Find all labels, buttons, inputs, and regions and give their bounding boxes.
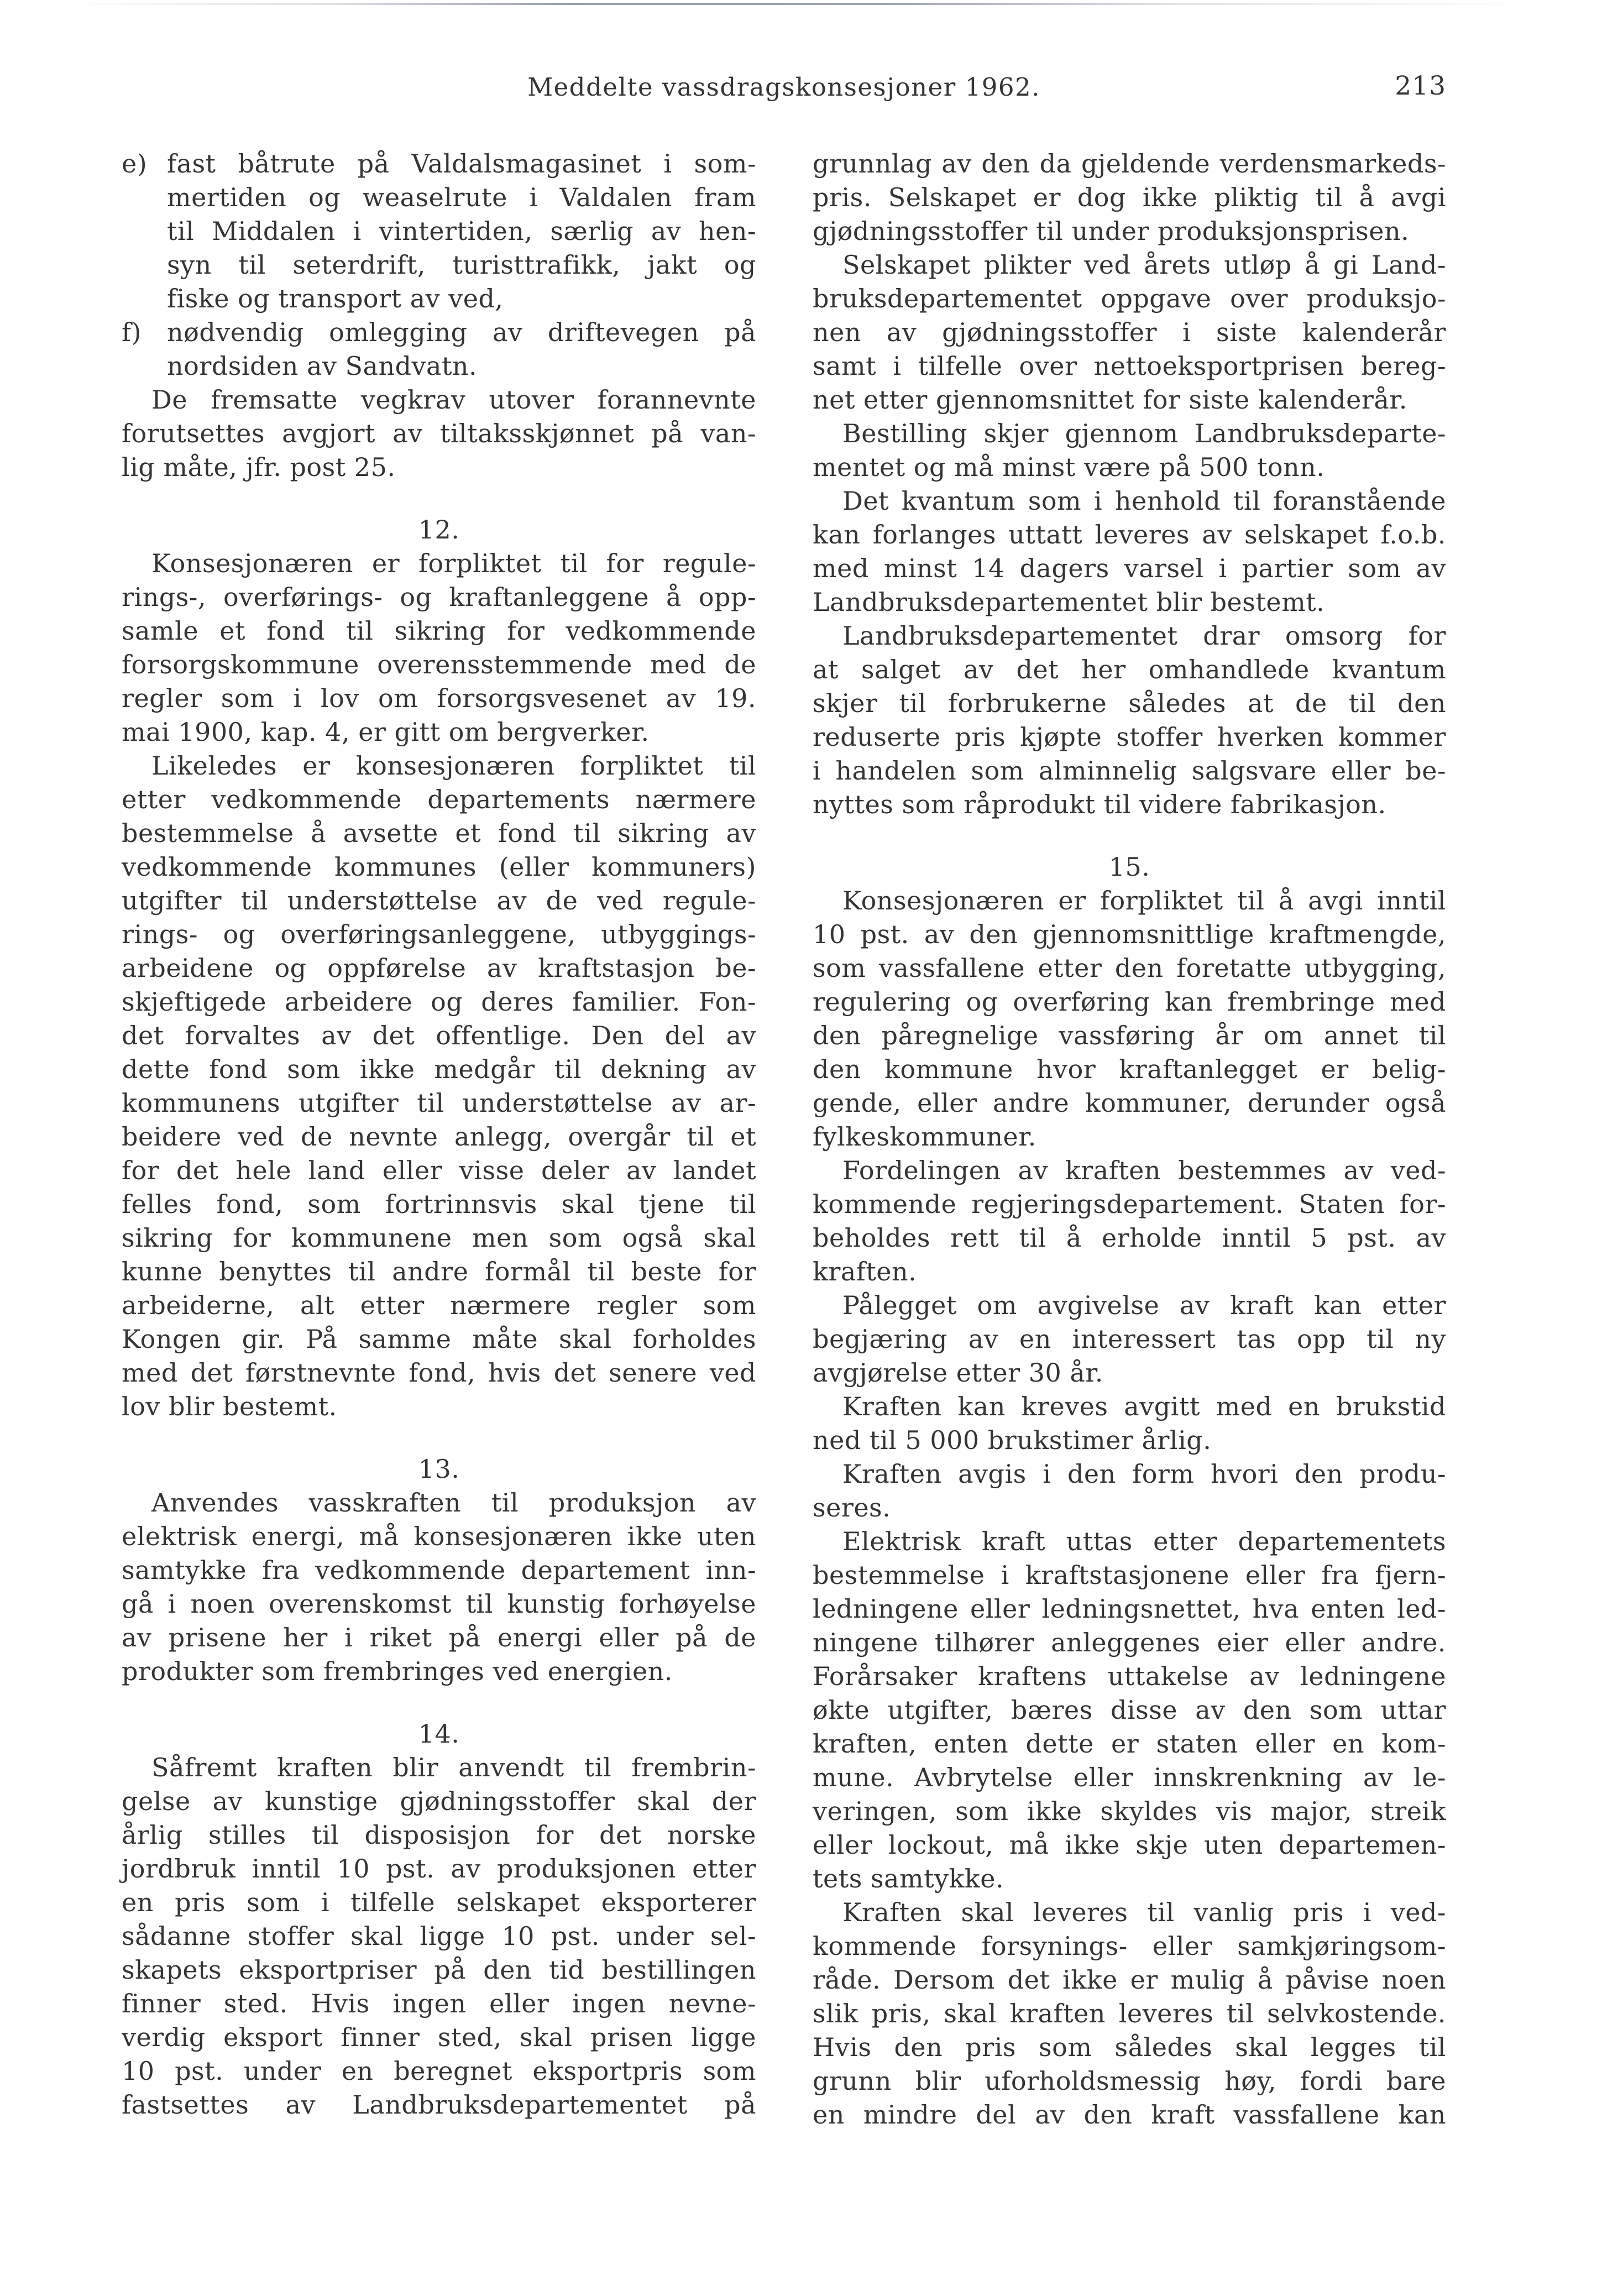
paragraph [813, 1896, 1446, 2132]
text-line: med det førstnevnte fond, hvis det senere ved [122, 1358, 756, 1388]
text-line: tets samtykke. [813, 1864, 1004, 1894]
text-line: at salget av det her omhandlede kvantum [813, 655, 1446, 684]
text-line: beidere ved de nevnte anlegg, overgår til et [122, 1122, 756, 1152]
text-line: Likeledes er konsesjonæren forpliktet til [151, 751, 756, 781]
text-line: Elektrisk kraft uttas etter departementets [842, 1526, 1446, 1556]
text-line: seres. [813, 1493, 891, 1523]
text-line: avgjørelse etter 30 år. [813, 1358, 1103, 1388]
text-line: som vassfallene etter den foretatte utbygging, [813, 953, 1446, 983]
section-heading: 15. [1108, 852, 1150, 882]
paragraph [122, 749, 756, 1424]
text-line: mai 1900, kap. 4, er gitt om bergverker. [122, 717, 650, 747]
text-line: Hvis den pris som således skal legges til [813, 2032, 1446, 2062]
paragraph [813, 1457, 1446, 1525]
text-line: Fordelingen av kraften bestemmes av ved- [842, 1155, 1446, 1185]
text-line: lig måte, jfr. post 25. [122, 452, 396, 482]
text-line: kommende forsynings- eller samkjøringsom- [813, 1931, 1446, 1961]
paragraph [813, 1525, 1446, 1896]
text-line: kunne benyttes til andre formål til beste for [122, 1257, 756, 1286]
text-line: arbeiderne, alt etter nærmere regler som [122, 1290, 756, 1320]
text-line: net etter gjennomsnittet for siste kalenderår. [813, 385, 1407, 415]
text-line: Pålegget om avgivelse av kraft kan etter [842, 1290, 1446, 1320]
scan-artifact-line [72, 3, 1531, 5]
text-line: regulering og overføring kan frembringe med [813, 987, 1446, 1017]
paragraph [813, 147, 1446, 248]
text-line: kommunens utgifter til understøttelse av ar- [122, 1088, 756, 1118]
text-line: fiske og transport av ved, [167, 284, 504, 313]
text-line: forsorgskommune overensstemmende med de [122, 650, 756, 679]
text-line: grunn blir uforholdsmessig høy, fordi bare [813, 2066, 1446, 2096]
text-line: sikring for kommunene men som også skal [122, 1223, 756, 1253]
text-line: ned til 5 000 brukstimer årlig. [813, 1425, 1212, 1455]
paragraph [813, 484, 1446, 619]
text-line: det forvaltes av det offentlige. Den del av [122, 1021, 756, 1050]
page-title: Meddelte vassdragskonsesjoner 1962. [527, 72, 1040, 102]
text-line: Landbruksdepartementet blir bestemt. [813, 587, 1325, 617]
paragraph [813, 417, 1446, 484]
text-line: skapets eksportpriser på den tid bestillingen [122, 1955, 756, 1985]
text-line: slik pris, skal kraften leveres til selvkostende. [813, 1999, 1446, 2028]
paragraph [813, 1390, 1446, 1457]
text-line: veringen, som ikke skyldes vis major, streik [813, 1796, 1446, 1826]
text-line: ningene tilhører anleggenes eier eller andre. [813, 1628, 1446, 1657]
text-line: Konsesjonæren er forpliktet til å avgi inntil [842, 886, 1446, 916]
text-line: 10 pst. under en beregnet eksportpris som [122, 2056, 756, 2086]
paragraph [813, 1154, 1446, 1289]
text-line: forutsettes avgjort av tiltaksskjønnet på van- [122, 419, 756, 448]
text-line: Kongen gir. På samme måte skal forholdes [122, 1324, 756, 1354]
text-line: Kraften skal leveres til vanlig pris i ved- [842, 1897, 1446, 1927]
text-line: den påregnelige vassføring år om annet til [813, 1021, 1446, 1050]
text-line: gå i noen overenskomst til kunstig forhøyelse [122, 1589, 756, 1619]
text-line: Kraften avgis i den form hvori den produ- [842, 1459, 1446, 1489]
text-line: ledningene eller ledningsnettet, hva enten led- [813, 1594, 1446, 1624]
text-line: fastsettes av Landbruksdepartementet på [122, 2090, 756, 2120]
text-line: nyttes som råprodukt til videre fabrikasjon. [813, 789, 1386, 819]
running-header [122, 72, 1446, 105]
text-line: rings-, overførings- og kraftanleggene å opp- [122, 582, 756, 612]
paragraph [813, 884, 1446, 1154]
text-line: bestemmelse å avsette et fond til sikring av [122, 818, 756, 848]
text-line: rings- og overføringsanleggene, utbyggings- [122, 919, 756, 949]
text-line: gelse av kunstige gjødningsstoffer skal der [122, 1786, 756, 1816]
text-line: fast båtrute på Valdalsmagasinet i som- [167, 149, 756, 179]
text-line: elektrisk energi, må konsesjonæren ikke uten [122, 1521, 756, 1551]
left-column [122, 147, 756, 2122]
text-line: Bestilling skjer gjennom Landbruksdeparte- [842, 419, 1446, 448]
text-line: gende, eller andre kommuner, derunder også [813, 1088, 1446, 1118]
paragraph [813, 1289, 1446, 1390]
text-line: jordbruk inntil 10 pst. av produksjonen etter [122, 1854, 756, 1884]
text-line: produkter som frembringes ved energien. [122, 1656, 673, 1686]
text-line: beholdes rett til å erholde inntil 5 pst. av [813, 1223, 1446, 1253]
list-item-label: e) [122, 149, 148, 179]
text-line: nødvendig omlegging av driftevegen på [167, 317, 756, 347]
text-line: råde. Dersom det ikke er mulig å påvise noen [813, 1965, 1446, 1995]
text-line: dette fond som ikke medgår til dekning av [122, 1054, 756, 1084]
text-line: eller lockout, må ikke skje uten departemen- [813, 1830, 1446, 1860]
text-line: gjødningsstoffer til under produksjonsprisen. [813, 216, 1410, 246]
text-line: etter vedkommende departements nærmere [122, 784, 756, 814]
text-line: mune. Avbrytelse eller innskrenkning av le- [813, 1762, 1446, 1792]
text-line: kraften. [813, 1257, 917, 1286]
paragraph [122, 547, 756, 749]
text-line: samt i tilfelle over nettoeksportprisen bereg- [813, 351, 1446, 381]
text-line: begjæring av en interessert tas opp til ny [813, 1324, 1446, 1354]
text-line: kan forlanges uttatt leveres av selskapet f.o.b. [813, 520, 1446, 550]
text-line: bruksdepartementet oppgave over produksjo- [813, 284, 1446, 313]
text-line: regler som i lov om forsorgsvesenet av 19. [122, 683, 756, 713]
text-line: bestemmelse i kraftstasjonene eller fra fjern- [813, 1560, 1446, 1590]
text-line: finner sted. Hvis ingen eller ingen nevne- [122, 1989, 756, 2018]
text-line: Kraften kan kreves avgitt med en brukstid [842, 1392, 1446, 1421]
text-line: De fremsatte vegkrav utover forannevnte [151, 385, 756, 415]
text-line: av prisene her i riket på energi eller på de [122, 1623, 756, 1652]
text-line: for det hele land eller visse deler av landet [122, 1155, 756, 1185]
text-line: mentet og må minst være på 500 tonn. [813, 452, 1325, 482]
text-line: pris. Selskapet er dog ikke pliktig til å avgi [813, 182, 1446, 212]
paragraph [813, 619, 1446, 822]
right-column [813, 147, 1446, 2132]
text-line: skjeftigede arbeidere og deres familier. Fon- [122, 987, 756, 1017]
text-line: Såfremt kraften blir anvendt til frembrin- [151, 1753, 756, 1782]
section-heading: 13. [418, 1454, 460, 1484]
text-line: den kommune hvor kraftanlegget er belig- [813, 1054, 1446, 1084]
text-line: verdig eksport finner sted, skal prisen ligge [122, 2022, 756, 2052]
text-line: grunnlag av den da gjeldende verdensmarkeds- [813, 149, 1446, 179]
text-line: Anvendes vasskraften til produksjon av [151, 1488, 756, 1518]
text-line: lov blir bestemt. [122, 1392, 337, 1421]
text-line: nen av gjødningsstoffer i siste kalenderår [813, 317, 1446, 347]
text-line: med minst 14 dagers varsel i partier som av [813, 553, 1446, 583]
text-line: arbeidene og oppførelse av kraftstasjon be- [122, 953, 756, 983]
paragraph [122, 383, 756, 484]
list-item-label: f) [122, 317, 142, 347]
text-line: til Middalen i vintertiden, særlig av hen- [167, 216, 756, 246]
text-line: en mindre del av den kraft vassfallene kan [813, 2100, 1446, 2130]
text-line: 10 pst. av den gjennomsnittlige kraftmengde, [813, 919, 1446, 949]
text-line: skjer til forbrukerne således at de til den [813, 688, 1446, 718]
text-line: Selskapet plikter ved årets utløp å gi Land- [842, 250, 1446, 280]
text-line: sådanne stoffer skal ligge 10 pst. under sel- [122, 1921, 756, 1951]
text-line: i handelen som alminnelig salgsvare eller be- [813, 756, 1446, 786]
text-line: reduserte pris kjøpte stoffer hverken kommer [813, 722, 1446, 752]
text-line: syn til seterdrift, turisttrafikk, jakt og [167, 250, 756, 280]
text-line: vedkommende kommunes (eller kommuners) [122, 852, 756, 882]
text-line: Det kvantum som i henhold til foranstående [842, 486, 1446, 516]
text-line: samtykke fra vedkommende departement inn- [122, 1555, 756, 1585]
text-line: nordsiden av Sandvatn. [167, 351, 478, 381]
text-line: mertiden og weaselrute i Valdalen fram [167, 182, 756, 212]
text-line: utgifter til understøttelse av de ved regule- [122, 886, 756, 916]
list-item [122, 316, 756, 383]
paragraph [122, 1751, 756, 2122]
list-item [122, 147, 756, 316]
text-line: felles fond, som fortrinnsvis skal tjene til [122, 1189, 756, 1219]
paragraph [813, 248, 1446, 417]
text-line: samle et fond til sikring for vedkommende [122, 616, 756, 646]
text-line: kommende regjeringsdepartement. Staten for- [813, 1189, 1446, 1219]
text-line: årlig stilles til disposisjon for det norske [122, 1820, 756, 1850]
text-line: en pris som i tilfelle selskapet eksporterer [122, 1887, 756, 1917]
page-number: 213 [1395, 71, 1446, 101]
text-line: kraften, enten dette er staten eller en kom- [813, 1729, 1446, 1759]
text-line: Forårsaker kraftens uttakelse av ledningene [813, 1661, 1446, 1691]
section-heading: 14. [418, 1719, 460, 1749]
text-line: Konsesjonæren er forpliktet til for regule- [151, 548, 756, 578]
paragraph [122, 1486, 756, 1688]
text-line: fylkeskommuner. [813, 1122, 1036, 1152]
text-line: økte utgifter, bæres disse av den som uttar [813, 1695, 1446, 1725]
section-heading: 12. [418, 515, 460, 545]
text-line: Landbruksdepartementet drar omsorg for [842, 621, 1446, 651]
